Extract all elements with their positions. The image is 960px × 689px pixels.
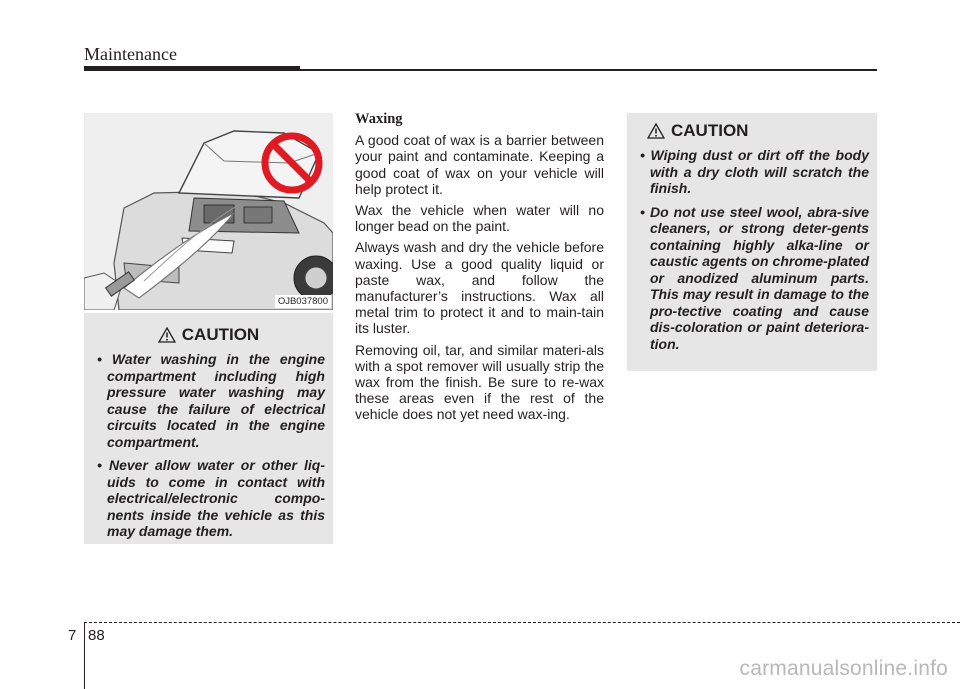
figure-code: OJB037800 [275, 295, 331, 308]
caution-header [92, 325, 325, 345]
body-paragraph: Wax the vehicle when water will no longer bead on the paint. [355, 202, 604, 235]
waxing-section [355, 111, 604, 428]
caution-title: CAUTION [181, 325, 260, 344]
footer-divider [84, 622, 960, 623]
caution-title: CAUTION [671, 121, 749, 140]
caution-header [635, 121, 869, 141]
no-symbol-icon [260, 131, 324, 195]
header-rule-thin [300, 69, 877, 71]
section-heading: Waxing [355, 111, 403, 127]
caution-box-paint [627, 113, 877, 371]
body-paragraph: Always wash and dry the vehicle before waxing. Use a good quality liquid or paste wax, and follow the manufacturer’s instructions. Wax all metal trim to protect it and to main-tain its luster. [355, 239, 604, 337]
caution-box-engine [84, 313, 333, 544]
engine-wash-illustration [84, 113, 333, 310]
caution-item: • Water washing in the engine compartment including high pressure water washing may cause the failure of electrical circuits located in the engine compartment. [97, 351, 325, 450]
warning-triangle-icon [647, 123, 665, 139]
caution-item: • Do not use steel wool, abra-sive cleaners, or strong deter-gents containing highly alka-line or caustic agents on chrome-plated or anodized aluminum parts. This may result in damage to the pro-tective coating and cause dis-coloration or paint deteriora-tion. [640, 203, 869, 352]
watermark: carmanualsonline.info [739, 657, 948, 680]
page-number: 88 [88, 627, 105, 644]
body-paragraph: A good coat of wax is a barrier between your paint and contaminate. Keeping a good coat of wax on your vehicle will help protect it. [355, 132, 604, 197]
chapter-number: 7 [68, 627, 77, 644]
warning-triangle-icon [158, 327, 176, 343]
header-title: Maintenance [84, 44, 177, 64]
caution-item: • Never allow water or other liq-uids to come in contact with electrical/electronic compo-nents inside the vehicle as this may damage them. [97, 457, 325, 539]
footer-vertical-rule [84, 623, 85, 689]
header-rule-thick [84, 66, 300, 71]
caution-item: • Wiping dust or dirt off the body with a dry cloth will scratch the finish. [640, 147, 869, 196]
body-paragraph: Removing oil, tar, and similar materi-als with a spot remover will usually strip the wax from the finish. Be sure to re-wax these areas even if the rest of the vehicle does not yet need wax-ing. [355, 341, 604, 423]
